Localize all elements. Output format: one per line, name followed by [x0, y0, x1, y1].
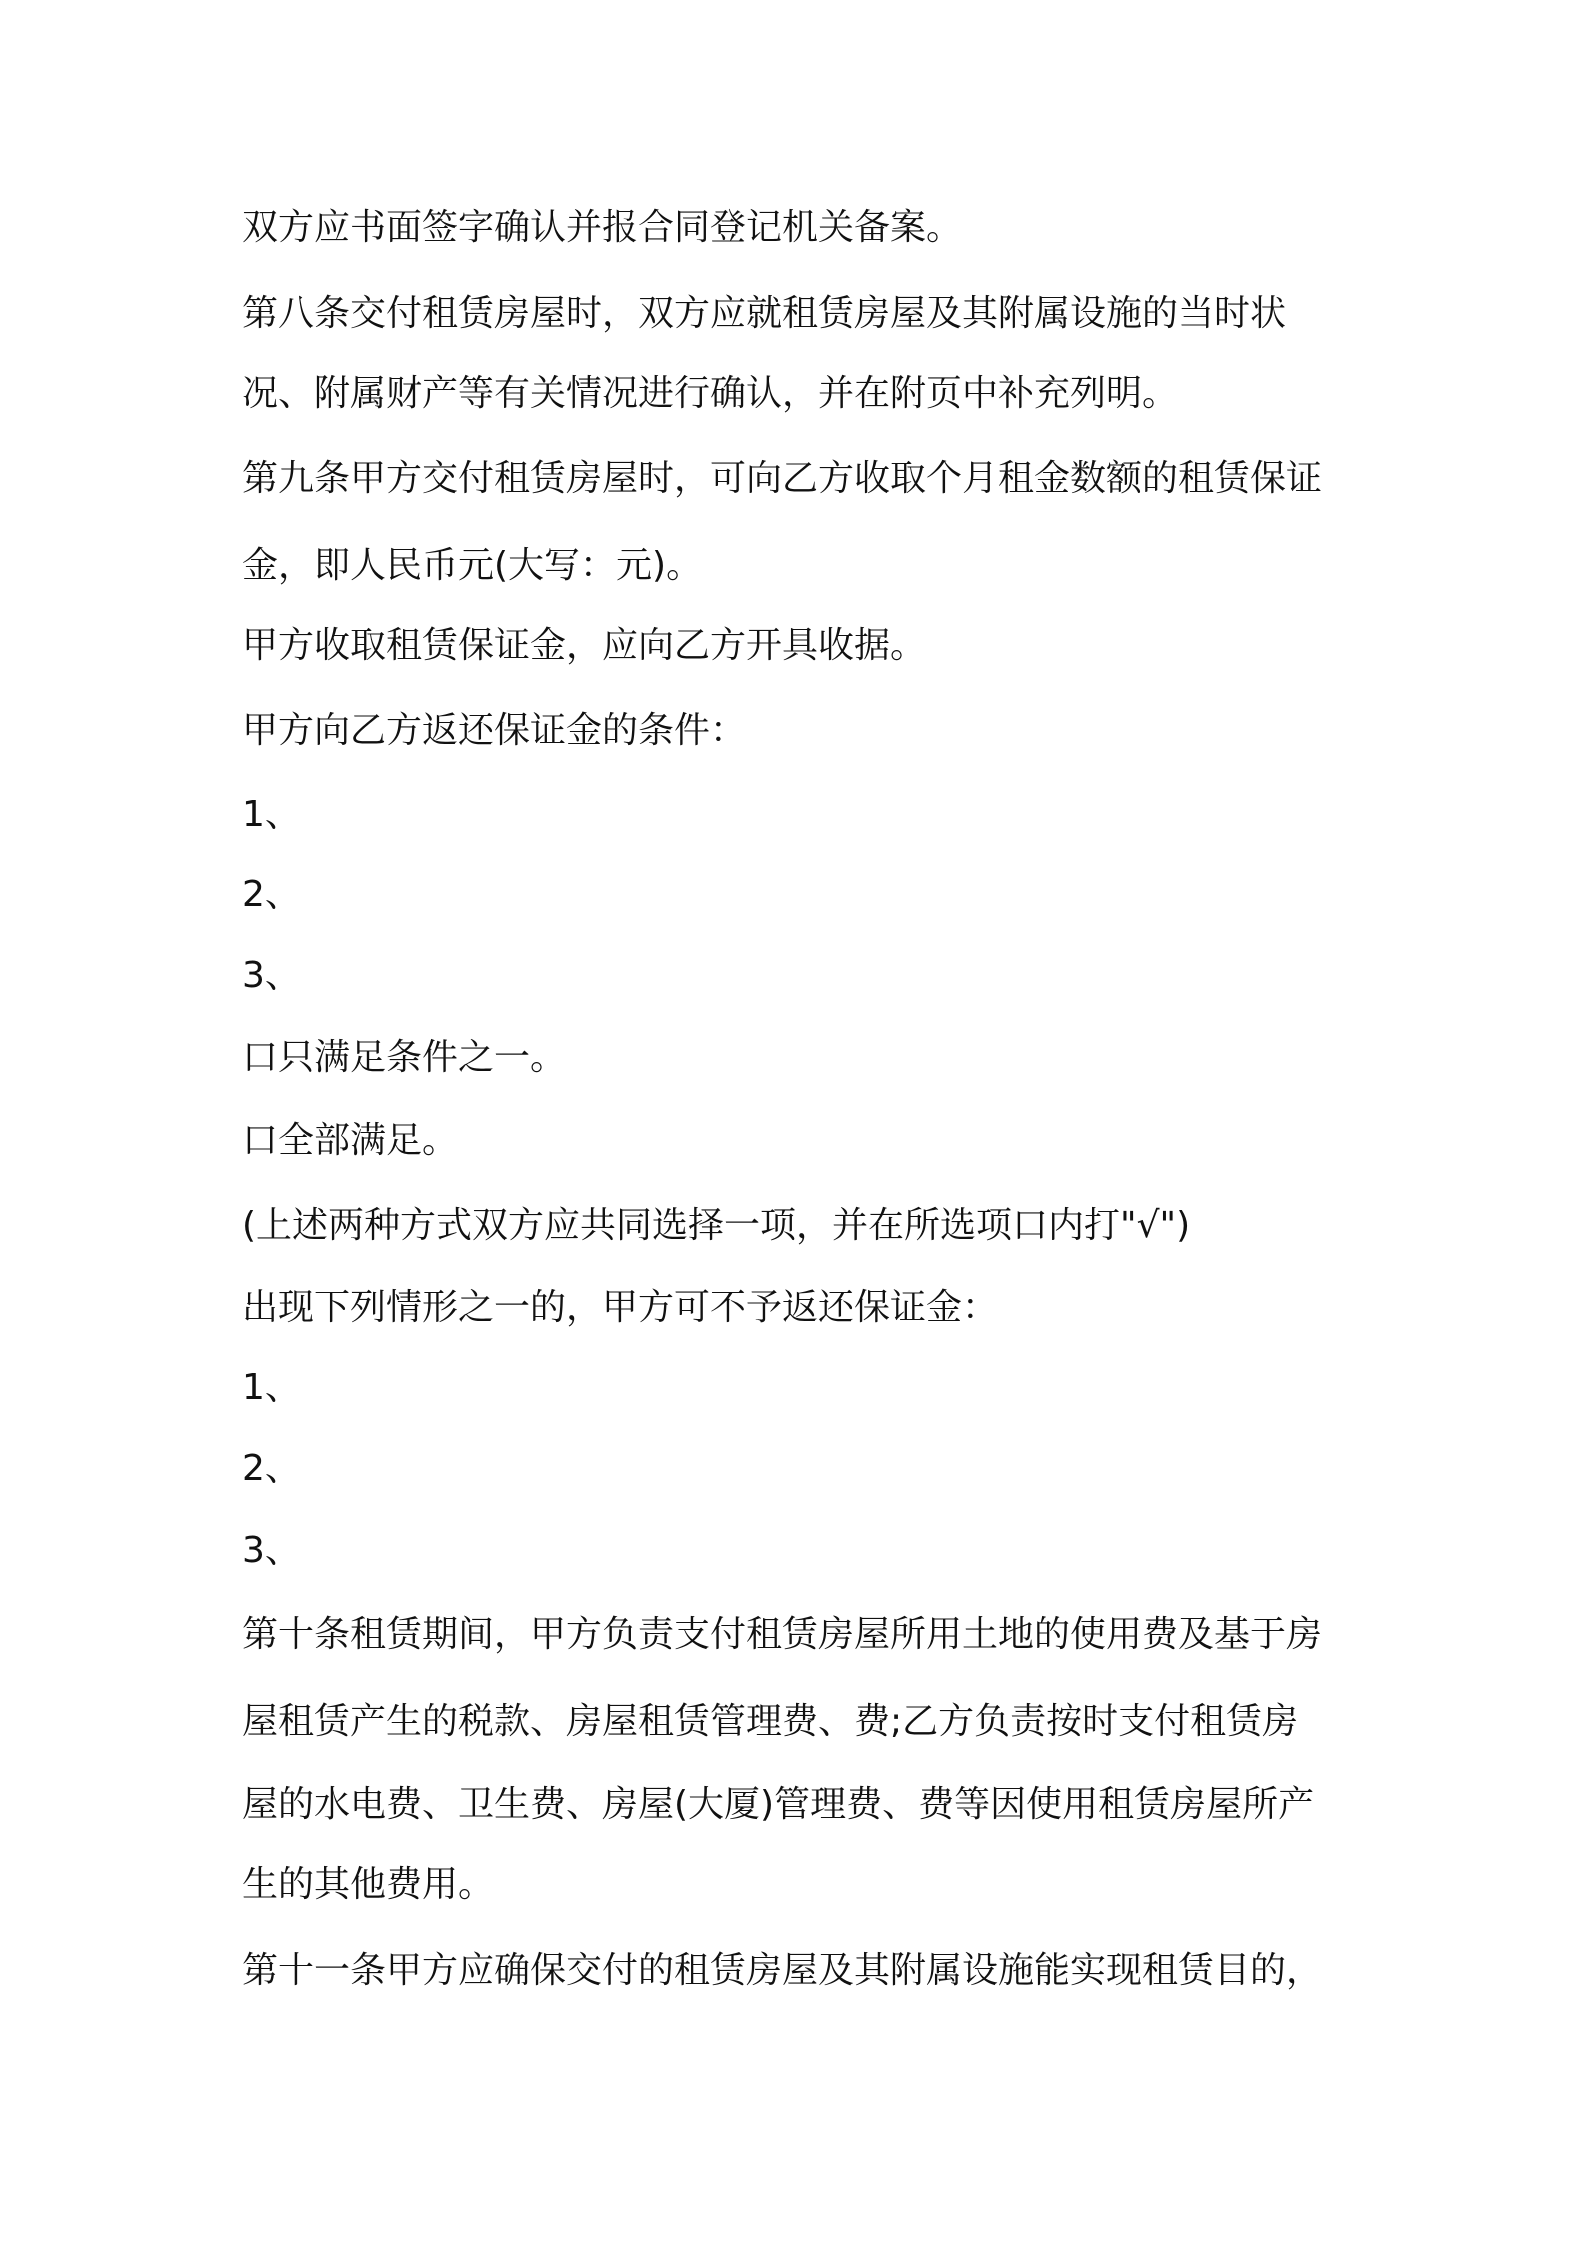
text-line: 3、 [242, 955, 301, 996]
text-line: 第十条租赁期间，甲方负责支付租赁房屋所用土地的使用费及基于房 [242, 1614, 1323, 1655]
text-line: 况、附属财产等有关情况进行确认，并在附页中补充列明。 [242, 373, 1179, 414]
text-line: 屋租赁产生的税款、房屋租赁管理费、费;乙方负责按时支付租赁房 [242, 1701, 1299, 1742]
text-line: 出现下列情形之一的，甲方可不予返还保证金： [242, 1287, 999, 1328]
text-line: 甲方向乙方返还保证金的条件： [242, 710, 747, 751]
text-line: 1、 [242, 794, 301, 835]
text-line: 2、 [242, 1448, 301, 1489]
text-line: 生的其他费用。 [242, 1864, 495, 1905]
text-line: 3、 [242, 1530, 301, 1571]
text-line: 口全部满足。 [242, 1120, 459, 1161]
text-line: 2、 [242, 874, 301, 915]
text-line: 口只满足条件之一。 [242, 1037, 567, 1078]
text-line: 1、 [242, 1367, 301, 1408]
text-line: 双方应书面签字确认并报合同登记机关备案。 [242, 207, 963, 248]
text-line: 第十一条甲方应确保交付的租赁房屋及其附属设施能实现租赁目的， [242, 1950, 1323, 1991]
text-line: (上述两种方式双方应共同选择一项，并在所选项口内打"√") [242, 1205, 1191, 1246]
text-line: 金，即人民币元(大写：元)。 [242, 545, 703, 586]
text-line: 第八条交付租赁房屋时，双方应就租赁房屋及其附属设施的当时状 [242, 293, 1287, 334]
text-line: 第九条甲方交付租赁房屋时，可向乙方收取个月租金数额的租赁保证 [242, 458, 1323, 499]
text-line: 甲方收取租赁保证金，应向乙方开具收据。 [242, 625, 927, 666]
text-line: 屋的水电费、卫生费、房屋(大厦)管理费、费等因使用租赁房屋所产 [242, 1784, 1315, 1825]
